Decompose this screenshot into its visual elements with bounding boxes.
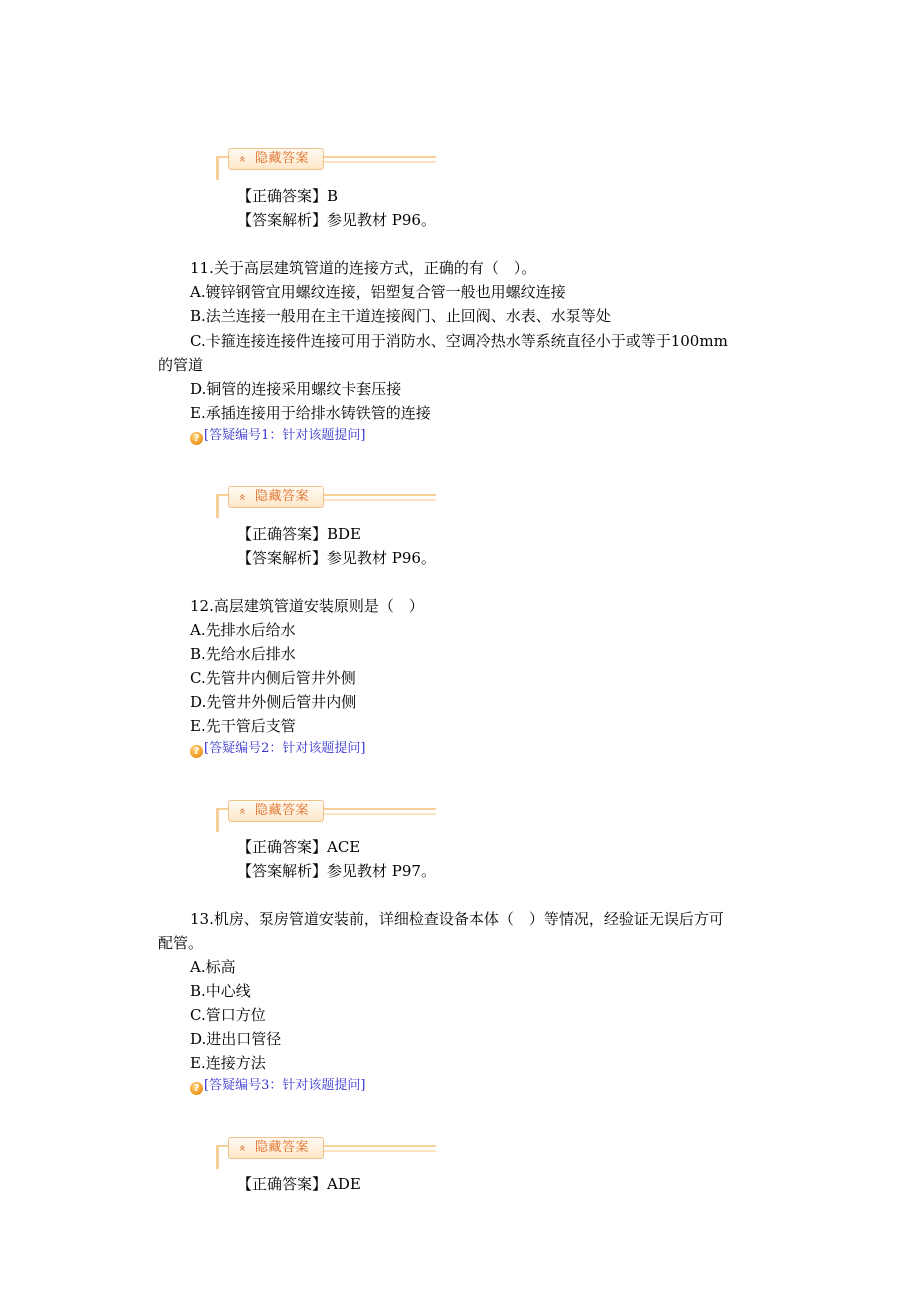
question-icon: ? [190, 745, 203, 758]
option-c-wrap: 的管道 [158, 356, 204, 374]
option-c: C.管口方位 [190, 1006, 266, 1024]
option-c: C.先管井内侧后管井外侧 [190, 669, 356, 687]
ask-question-link[interactable] [190, 740, 365, 758]
hide-answer-label: 隐藏答案 [255, 1140, 310, 1155]
hide-answer-button[interactable] [228, 486, 324, 508]
option-a: A.镀锌钢管宜用螺纹连接，铝塑复合管一般也用螺纹连接 [190, 283, 566, 301]
bar-rule [216, 496, 219, 518]
answer-analysis: 【答案解析】参见教材 P97。 [237, 862, 436, 880]
correct-answer: 【正确答案】ACE [237, 838, 361, 856]
hide-answer-bar-q12 [216, 800, 436, 832]
bar-rule [316, 1150, 436, 1152]
bar-rule [316, 499, 436, 501]
option-c: C.卡箍连接连接件连接可用于消防水、空调冷热水等系统直径小于或等于100mm [190, 332, 728, 350]
double-chevron-up-icon: » [235, 493, 249, 501]
ask-question-link[interactable] [190, 1077, 365, 1095]
answer-analysis: 【答案解析】参见教材 P96。 [237, 549, 436, 567]
bar-rule [316, 161, 436, 163]
option-b: B.法兰连接一般用在主干道连接阀门、止回阀、水表、水泵等处 [190, 307, 611, 325]
correct-answer: 【正确答案】B [237, 187, 339, 205]
option-e: E.连接方法 [190, 1054, 266, 1072]
bar-rule [216, 810, 219, 832]
bar-rule [316, 813, 436, 815]
ask-question-link[interactable] [190, 427, 365, 445]
hide-answer-label: 隐藏答案 [255, 803, 310, 818]
question-stem: 11.关于高层建筑管道的连接方式，正确的有（ ）。 [190, 259, 537, 277]
option-d: D.进出口管径 [190, 1030, 282, 1048]
hide-answer-bar-q11 [216, 486, 436, 518]
question-stem: 13.机房、泵房管道安装前，详细检查设备本体（ ）等情况，经验证无误后方可 [190, 910, 724, 928]
correct-answer: 【正确答案】ADE [237, 1175, 361, 1193]
hide-answer-label: 隐藏答案 [255, 489, 310, 504]
double-chevron-up-icon: » [235, 155, 249, 163]
option-b: B.先给水后排水 [190, 645, 296, 663]
bar-rule [216, 158, 219, 180]
question-icon: ? [190, 432, 203, 445]
question-icon: ? [190, 1082, 203, 1095]
answer-analysis: 【答案解析】参见教材 P96。 [237, 211, 436, 229]
double-chevron-up-icon: » [235, 1144, 249, 1152]
option-e: E.承插连接用于给排水铸铁管的连接 [190, 404, 431, 422]
option-d: D.铜管的连接采用螺纹卡套压接 [190, 380, 402, 398]
hide-answer-label: 隐藏答案 [255, 151, 310, 166]
ask-link-text[interactable]: [答疑编号3：针对该题提问] [204, 1078, 366, 1093]
correct-answer: 【正确答案】BDE [237, 525, 361, 543]
bar-rule [216, 1147, 219, 1169]
hide-answer-button[interactable] [228, 800, 324, 822]
option-d: D.先管井外侧后管井内侧 [190, 693, 357, 711]
option-a: A.标高 [190, 958, 236, 976]
ask-link-text[interactable]: [答疑编号2：针对该题提问] [204, 741, 366, 756]
question-stem-wrap: 配管。 [158, 934, 204, 952]
option-a: A.先排水后给水 [190, 621, 296, 639]
ask-link-text[interactable]: [答疑编号1：针对该题提问] [204, 428, 366, 443]
hide-answer-button[interactable] [228, 148, 324, 170]
option-b: B.中心线 [190, 982, 251, 1000]
double-chevron-up-icon: » [235, 807, 249, 815]
option-e: E.先干管后支管 [190, 717, 296, 735]
hide-answer-bar-q13 [216, 1137, 436, 1169]
hide-answer-bar-q10 [216, 148, 436, 180]
question-stem: 12.高层建筑管道安装原则是（ ） [190, 597, 424, 615]
hide-answer-button[interactable] [228, 1137, 324, 1159]
